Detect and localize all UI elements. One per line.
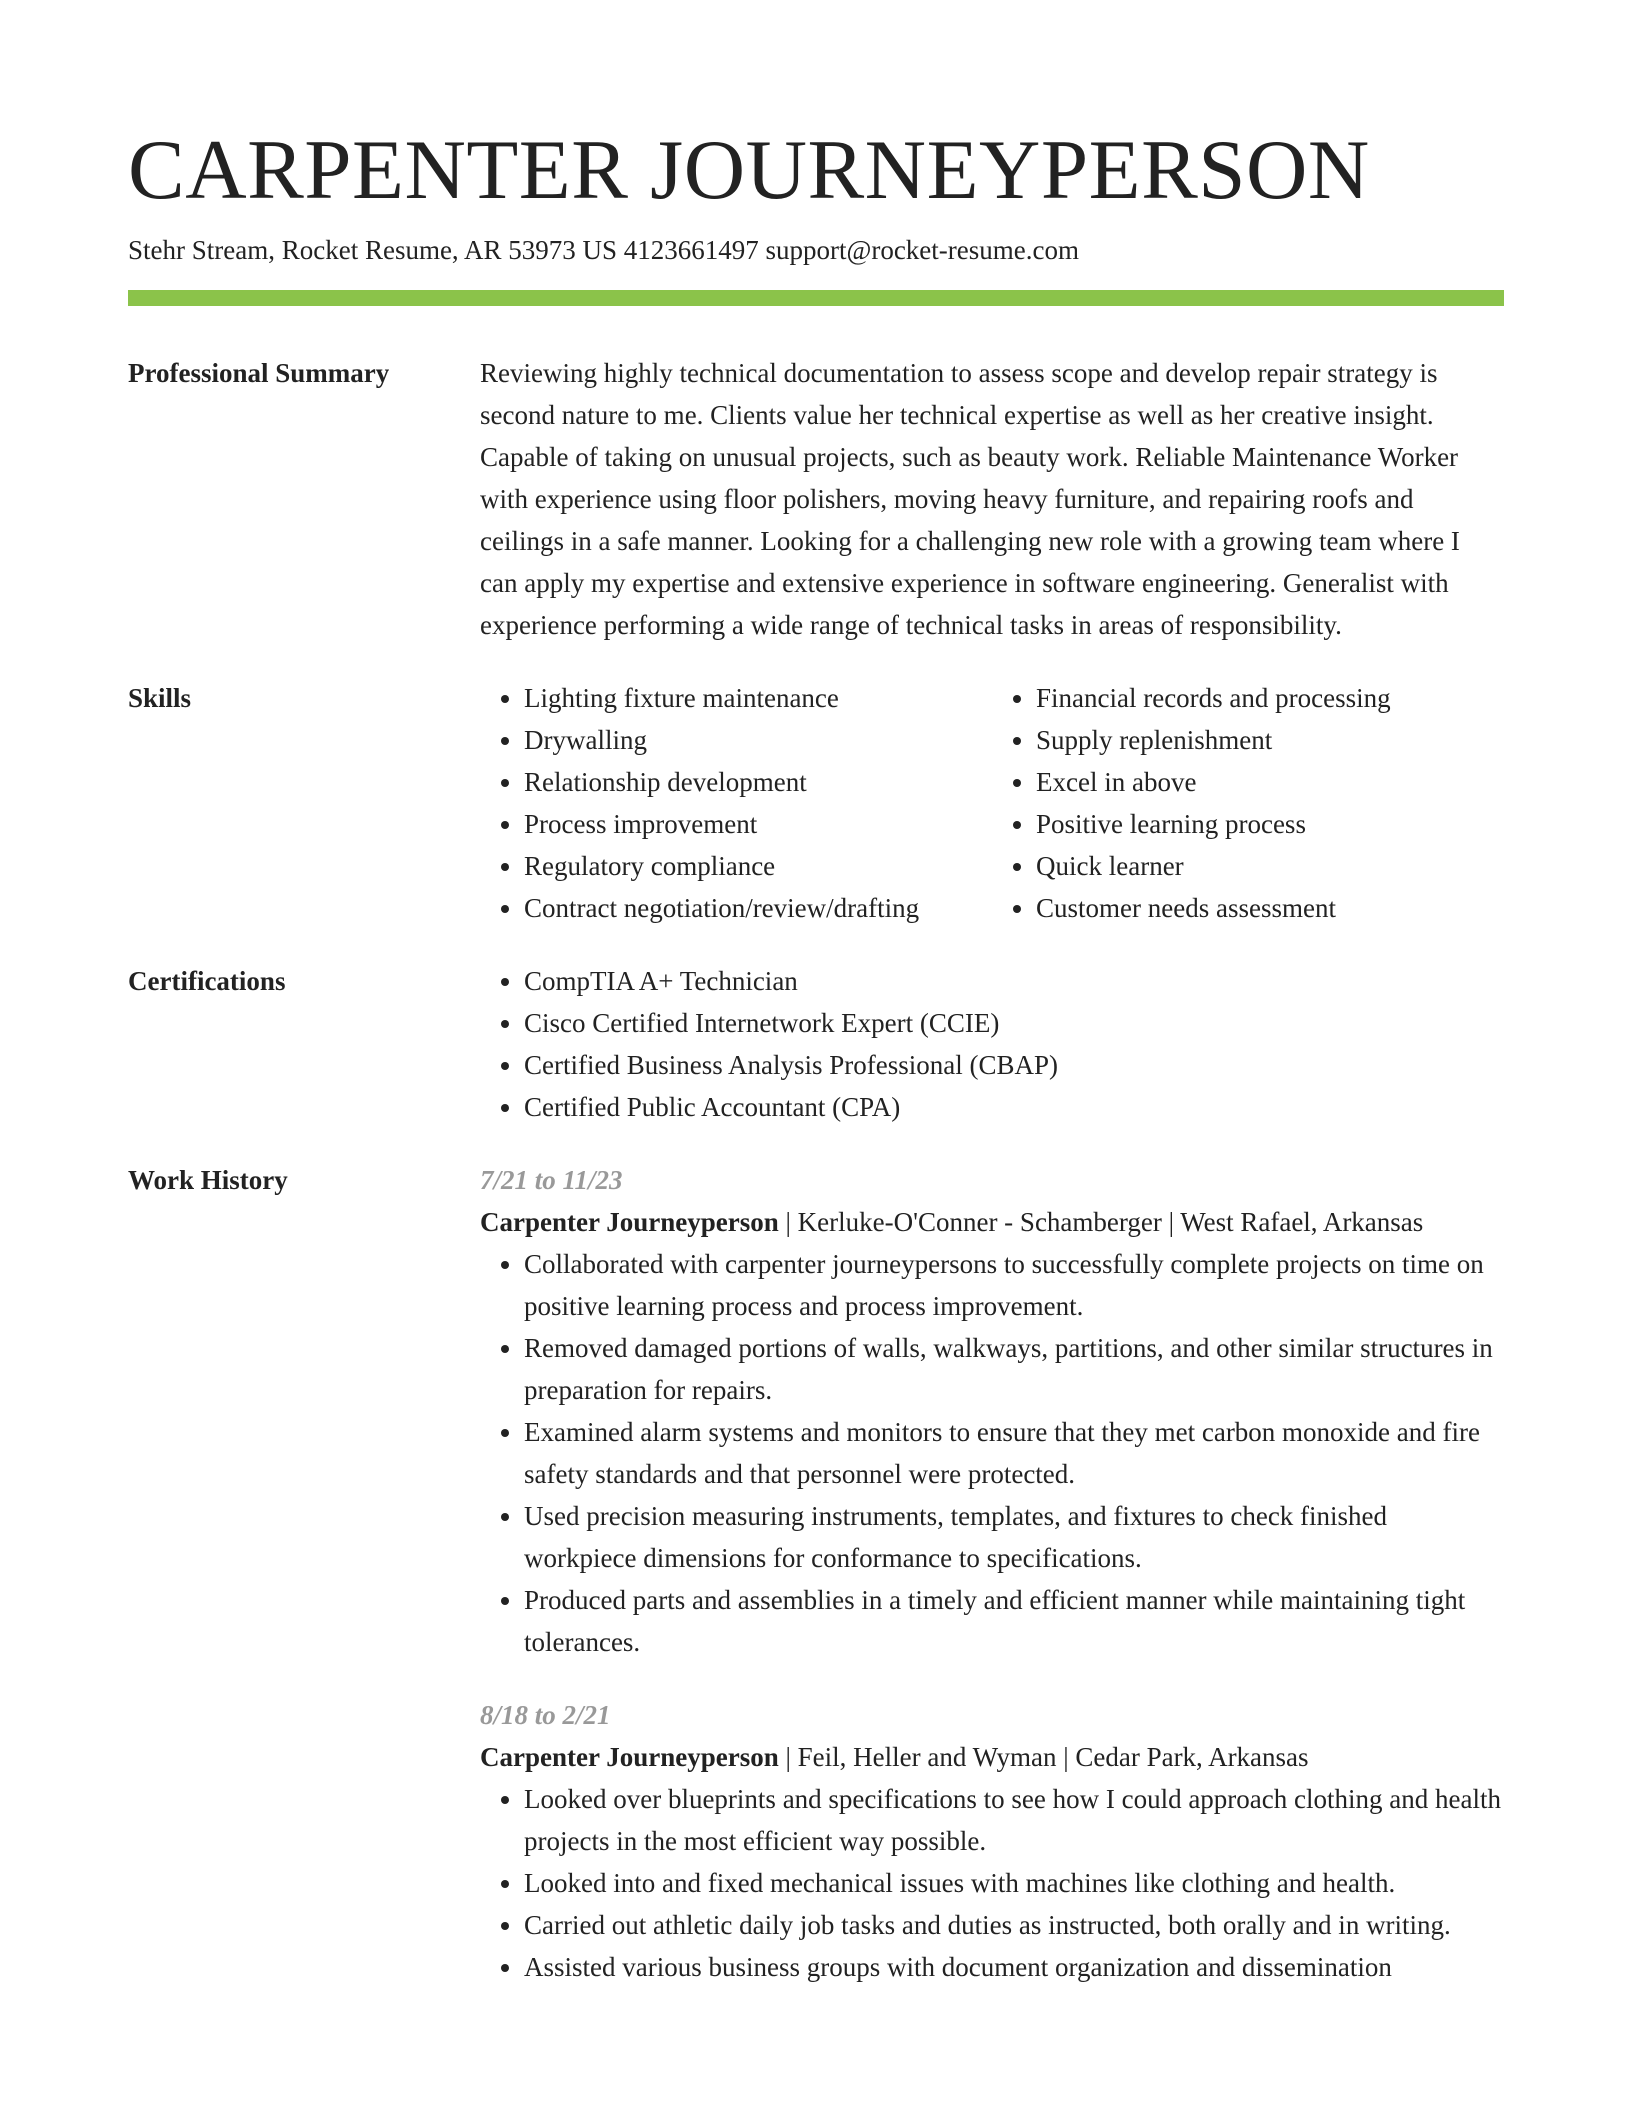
summary-section bbox=[128, 352, 1504, 646]
certifications-section bbox=[128, 960, 1504, 1128]
job-duty: • Removed damaged portions of walls, walkways, partitions, and other similar structures in preparation for repairs. bbox=[524, 1327, 1504, 1411]
certification-item: • CompTIA A+ Technician bbox=[524, 960, 1504, 1002]
skill-item: • Excel in above bbox=[1036, 761, 1504, 803]
skill-item: • Supply replenishment bbox=[1036, 719, 1504, 761]
job-duty: • Carried out athletic daily job tasks and duties as instructed, both orally and in writing. bbox=[524, 1904, 1504, 1946]
certifications-list bbox=[480, 960, 1504, 1128]
contact-line: Stehr Stream, Rocket Resume, AR 53973 US 4123661497 support@rocket-resume.com bbox=[128, 235, 1079, 265]
work-history-body bbox=[480, 1159, 1504, 1988]
job-duty: • Examined alarm systems and monitors to ensure that they met carbon monoxide and fire safety standards and that personnel were protected. bbox=[524, 1411, 1504, 1495]
skills-list-right bbox=[992, 677, 1504, 929]
job-title: Carpenter Journeyperson bbox=[480, 1742, 779, 1772]
skill-item: • Customer needs assessment bbox=[1036, 887, 1504, 929]
certifications-body bbox=[480, 960, 1504, 1128]
skill-item: • Lighting fixture maintenance bbox=[524, 677, 992, 719]
skills-list-left bbox=[480, 677, 992, 929]
job-employer-location: | Kerluke-O'Conner - Schamberger | West Rafael, Arkansas bbox=[778, 1207, 1424, 1237]
certification-item: • Certified Business Analysis Professional (CBAP) bbox=[524, 1044, 1504, 1086]
resume-page bbox=[128, 0, 1504, 1988]
summary-heading: Professional Summary bbox=[128, 358, 390, 388]
work-history-heading: Work History bbox=[128, 1165, 288, 1195]
work-history-section bbox=[128, 1159, 1504, 1988]
accent-divider bbox=[128, 290, 1504, 306]
skill-item: • Drywalling bbox=[524, 719, 992, 761]
summary-body bbox=[480, 352, 1504, 646]
skills-heading: Skills bbox=[128, 683, 192, 713]
job-duty: • Looked into and fixed mechanical issues with machines like clothing and health. bbox=[524, 1862, 1504, 1904]
job-employer-location: | Feil, Heller and Wyman | Cedar Park, Arkansas bbox=[778, 1742, 1309, 1772]
job-heading bbox=[480, 1736, 1504, 1778]
certification-item: • Cisco Certified Internetwork Expert (CCIE) bbox=[524, 1002, 1504, 1044]
job-entry bbox=[480, 1159, 1504, 1663]
certifications-heading: Certifications bbox=[128, 966, 286, 996]
skill-item: • Quick learner bbox=[1036, 845, 1504, 887]
summary-text: Reviewing highly technical documentation to assess scope and develop repair strategy is second nature to me. Clients value her technical expertise as well as her creative insight. Capable of taking on unusual projects, such as beauty work. Reliable Maintenance Worker with experience using floor polishers, moving heavy furniture, and repairing roofs and ceilings in a safe manner. Looking for a challenging new role with a growing team where I can apply my expertise and extensive experience in software engineering. Generalist with experience performing a wide range of technical tasks in areas of responsibility. bbox=[480, 358, 1460, 640]
job-duties-list bbox=[480, 1778, 1504, 1988]
job-title: Carpenter Journeyperson bbox=[480, 1207, 779, 1237]
skill-item: • Financial records and processing bbox=[1036, 677, 1504, 719]
certification-item: • Certified Public Accountant (CPA) bbox=[524, 1086, 1504, 1128]
job-duty: • Assisted various business groups with document organization and dissemination bbox=[524, 1946, 1504, 1988]
job-duty: • Collaborated with carpenter journeypersons to successfully complete projects on time on positive learning process and process improvement. bbox=[524, 1243, 1504, 1327]
candidate-name: CARPENTER JOURNEYPERSON bbox=[128, 123, 1370, 217]
skills-body bbox=[480, 677, 1504, 929]
job-dates: 8/18 to 2/21 bbox=[480, 1700, 611, 1730]
skill-item: • Regulatory compliance bbox=[524, 845, 992, 887]
job-heading bbox=[480, 1201, 1504, 1243]
job-duty: • Used precision measuring instruments, templates, and fixtures to check finished workpiece dimensions for conformance to specifications. bbox=[524, 1495, 1504, 1579]
job-dates: 7/21 to 11/23 bbox=[480, 1165, 623, 1195]
skills-section bbox=[128, 677, 1504, 929]
skill-item: • Process improvement bbox=[524, 803, 992, 845]
job-duties-list bbox=[480, 1243, 1504, 1663]
skill-item: • Contract negotiation/review/drafting bbox=[524, 887, 992, 929]
skill-item: • Relationship development bbox=[524, 761, 992, 803]
job-entry bbox=[480, 1694, 1504, 1988]
skill-item: • Positive learning process bbox=[1036, 803, 1504, 845]
job-duty: • Looked over blueprints and specifications to see how I could approach clothing and health projects in the most efficient way possible. bbox=[524, 1778, 1504, 1862]
job-duty: • Produced parts and assemblies in a timely and efficient manner while maintaining tight tolerances. bbox=[524, 1579, 1504, 1663]
